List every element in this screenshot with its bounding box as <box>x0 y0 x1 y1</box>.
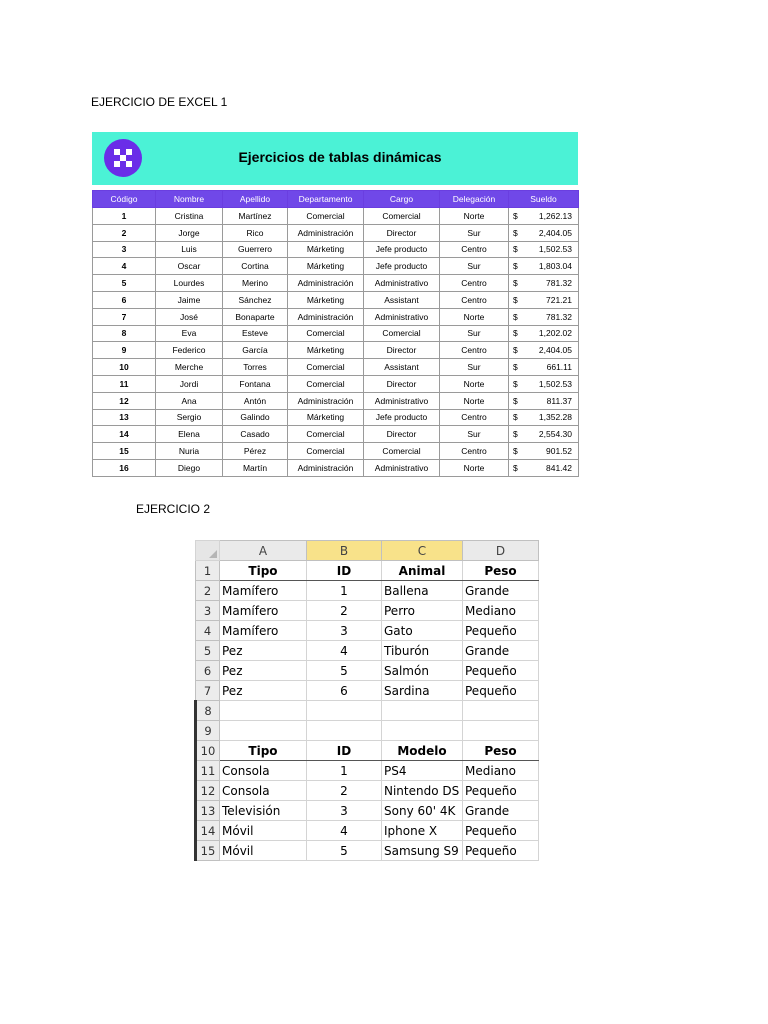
table-cell: 5 <box>93 275 156 292</box>
table-cell: Esteve <box>223 325 288 342</box>
spreadsheet-cell[interactable]: Pequeño <box>463 841 539 861</box>
table-cell: 10 <box>93 359 156 376</box>
table-cell: Norte <box>440 375 509 392</box>
spreadsheet-cell[interactable]: Pequeño <box>463 661 539 681</box>
spreadsheet-cell[interactable]: Nintendo DS <box>382 781 463 801</box>
spreadsheet-row <box>196 841 539 861</box>
table-cell: Antón <box>223 392 288 409</box>
table-row <box>93 275 579 292</box>
spreadsheet-cell[interactable]: Gato <box>382 621 463 641</box>
table-cell: Administración <box>288 224 364 241</box>
spreadsheet-cell[interactable]: Mediano <box>463 761 539 781</box>
table-cell: Administrativo <box>364 308 440 325</box>
spreadsheet-cell[interactable]: Mamífero <box>220 601 307 621</box>
table-cell: Guerrero <box>223 241 288 258</box>
spreadsheet-row <box>196 821 539 841</box>
spreadsheet-cell[interactable]: Animal <box>382 561 463 581</box>
table-cell: Sur <box>440 426 509 443</box>
table-cell: 11 <box>93 375 156 392</box>
spreadsheet-cell[interactable]: Grande <box>463 581 539 601</box>
currency-symbol: $ <box>509 258 527 275</box>
spreadsheet-cell[interactable]: 6 <box>307 681 382 701</box>
spreadsheet-cell[interactable]: Televisión <box>220 801 307 821</box>
table-row <box>93 392 579 409</box>
spreadsheet-cell[interactable]: Salmón <box>382 661 463 681</box>
table-cell: 721.21 <box>527 291 579 308</box>
table-row <box>93 375 579 392</box>
row-number[interactable]: 15 <box>196 841 220 861</box>
spreadsheet-row <box>196 641 539 661</box>
table-cell: Elena <box>156 426 223 443</box>
table-cell: Centro <box>440 241 509 258</box>
row-number[interactable]: 11 <box>196 761 220 781</box>
spreadsheet-cell[interactable]: Mamífero <box>220 581 307 601</box>
currency-symbol: $ <box>509 459 527 476</box>
table-cell: Comercial <box>288 325 364 342</box>
table-cell: 1,502.53 <box>527 375 579 392</box>
currency-symbol: $ <box>509 224 527 241</box>
table-cell: Nuria <box>156 443 223 460</box>
spreadsheet-cell[interactable]: Ballena <box>382 581 463 601</box>
table-cell: Martínez <box>223 208 288 225</box>
table-cell: Márketing <box>288 241 364 258</box>
table-cell: 1,803.04 <box>527 258 579 275</box>
table-row <box>93 208 579 225</box>
table-cell: Centro <box>440 443 509 460</box>
spreadsheet-cell[interactable]: Peso <box>463 561 539 581</box>
table-cell: Comercial <box>288 426 364 443</box>
spreadsheet-row <box>196 761 539 781</box>
spreadsheet-cell[interactable]: Tipo <box>220 561 307 581</box>
spreadsheet-cell[interactable] <box>463 701 539 721</box>
table-banner <box>92 132 578 185</box>
table-cell: Jaime <box>156 291 223 308</box>
spreadsheet-cell[interactable]: Mediano <box>463 601 539 621</box>
table-cell: Administrativo <box>364 275 440 292</box>
spreadsheet-cell[interactable]: Móvil <box>220 841 307 861</box>
table-cell: Ana <box>156 392 223 409</box>
row-number[interactable]: 14 <box>196 821 220 841</box>
table-cell: 15 <box>93 443 156 460</box>
table-cell: Norte <box>440 459 509 476</box>
table-cell: Jefe producto <box>364 241 440 258</box>
spreadsheet-cell[interactable]: Tiburón <box>382 641 463 661</box>
spreadsheet-cell[interactable]: ID <box>307 741 382 761</box>
table-cell: 781.32 <box>527 308 579 325</box>
table-cell: Jordi <box>156 375 223 392</box>
table-cell: 661.11 <box>527 359 579 376</box>
currency-symbol: $ <box>509 359 527 376</box>
table-cell: Jefe producto <box>364 409 440 426</box>
spreadsheet-cell[interactable]: Tipo <box>220 741 307 761</box>
table-cell: Centro <box>440 409 509 426</box>
table-cell: Márketing <box>288 342 364 359</box>
spreadsheet-cell[interactable] <box>463 721 539 741</box>
table-row <box>93 426 579 443</box>
table-cell: Administración <box>288 275 364 292</box>
spreadsheet-cell[interactable]: 1 <box>307 761 382 781</box>
spreadsheet-cell[interactable]: Consola <box>220 761 307 781</box>
table-cell: Fontana <box>223 375 288 392</box>
table-cell: 6 <box>93 291 156 308</box>
row-number[interactable]: 1 <box>196 561 220 581</box>
spreadsheet-cell[interactable]: Pequeño <box>463 681 539 701</box>
table-cell: Federico <box>156 342 223 359</box>
table-cell: Assistant <box>364 291 440 308</box>
spreadsheet-cell[interactable]: 4 <box>307 641 382 661</box>
spreadsheet-row <box>196 661 539 681</box>
table-cell: 1,352.28 <box>527 409 579 426</box>
table-cell: Comercial <box>288 208 364 225</box>
spreadsheet-cell[interactable]: Pez <box>220 641 307 661</box>
spreadsheet-row <box>196 781 539 801</box>
currency-symbol: $ <box>509 291 527 308</box>
table-cell: Merche <box>156 359 223 376</box>
select-all-corner[interactable] <box>196 541 220 561</box>
table-cell: 7 <box>93 308 156 325</box>
spreadsheet-cell[interactable]: 5 <box>307 661 382 681</box>
table-cell: 14 <box>93 426 156 443</box>
table-cell: Márketing <box>288 258 364 275</box>
table-row <box>93 359 579 376</box>
spreadsheet-cell[interactable]: Grande <box>463 641 539 661</box>
table-cell: Director <box>364 426 440 443</box>
currency-symbol: $ <box>509 308 527 325</box>
exercise-2-heading: EJERCICIO 2 <box>136 502 211 516</box>
table-header-row <box>93 191 579 208</box>
spreadsheet-cell[interactable]: Móvil <box>220 821 307 841</box>
table-cell: Comercial <box>288 443 364 460</box>
spreadsheet-row <box>196 561 539 581</box>
spreadsheet-cell[interactable]: ID <box>307 561 382 581</box>
table-cell: Lourdes <box>156 275 223 292</box>
currency-symbol: $ <box>509 275 527 292</box>
spreadsheet-row <box>196 701 539 721</box>
table-cell: 2,554.30 <box>527 426 579 443</box>
currency-symbol: $ <box>509 342 527 359</box>
exercise-2-spreadsheet-image <box>194 540 539 861</box>
table-row <box>93 308 579 325</box>
table-cell: Martín <box>223 459 288 476</box>
table-cell: Administrativo <box>364 459 440 476</box>
spreadsheet-cell[interactable]: Sony 60' 4K <box>382 801 463 821</box>
column-letter-row <box>196 541 539 561</box>
spreadsheet-cell[interactable]: Sardina <box>382 681 463 701</box>
spreadsheet-row <box>196 621 539 641</box>
spreadsheet-cell[interactable]: Pequeño <box>463 621 539 641</box>
table-cell: 3 <box>93 241 156 258</box>
row-number[interactable]: 10 <box>196 741 220 761</box>
column-header: Delegación <box>440 191 509 208</box>
table-cell: Cortina <box>223 258 288 275</box>
table-cell: Norte <box>440 308 509 325</box>
column-header: Apellido <box>223 191 288 208</box>
row-number[interactable]: 5 <box>196 641 220 661</box>
table-row <box>93 224 579 241</box>
table-cell: 8 <box>93 325 156 342</box>
table-cell: Administración <box>288 392 364 409</box>
spreadsheet-cell[interactable]: 2 <box>307 601 382 621</box>
table-cell: 1 <box>93 208 156 225</box>
spreadsheet-cell[interactable]: 5 <box>307 841 382 861</box>
table-cell: 9 <box>93 342 156 359</box>
table-row <box>93 258 579 275</box>
spreadsheet-cell[interactable]: Mamífero <box>220 621 307 641</box>
table-cell: 4 <box>93 258 156 275</box>
employee-table <box>92 190 579 477</box>
table-row <box>93 443 579 460</box>
table-cell: Norte <box>440 208 509 225</box>
spreadsheet-cell[interactable]: 3 <box>307 621 382 641</box>
table-cell: Luis <box>156 241 223 258</box>
table-cell: Márketing <box>288 409 364 426</box>
table-row <box>93 241 579 258</box>
table-cell: Sánchez <box>223 291 288 308</box>
row-number[interactable]: 9 <box>196 721 220 741</box>
exercise-1-table-image <box>92 132 578 477</box>
column-header-c[interactable]: C <box>382 541 463 561</box>
spreadsheet-cell[interactable] <box>220 721 307 741</box>
spreadsheet-cell[interactable]: Grande <box>463 801 539 821</box>
spreadsheet-cell[interactable]: Pez <box>220 661 307 681</box>
table-cell: Comercial <box>288 375 364 392</box>
column-header: Cargo <box>364 191 440 208</box>
table-cell: García <box>223 342 288 359</box>
table-cell: 2 <box>93 224 156 241</box>
currency-symbol: $ <box>509 443 527 460</box>
table-row <box>93 291 579 308</box>
table-cell: 2,404.05 <box>527 342 579 359</box>
currency-symbol: $ <box>509 426 527 443</box>
table-cell: Assistant <box>364 359 440 376</box>
table-cell: 16 <box>93 459 156 476</box>
table-cell: Sur <box>440 359 509 376</box>
table-row <box>93 342 579 359</box>
column-header-a[interactable]: A <box>220 541 307 561</box>
spreadsheet-row <box>196 741 539 761</box>
table-cell: Centro <box>440 342 509 359</box>
spreadsheet-cell[interactable]: 4 <box>307 821 382 841</box>
table-cell: 841.42 <box>527 459 579 476</box>
spreadsheet-cell[interactable]: Samsung S9 <box>382 841 463 861</box>
table-cell: Centro <box>440 275 509 292</box>
table-cell: Cristina <box>156 208 223 225</box>
table-cell: Sergio <box>156 409 223 426</box>
table-cell: 781.32 <box>527 275 579 292</box>
exercise-1-heading: EJERCICIO DE EXCEL 1 <box>91 95 228 109</box>
table-cell: Administración <box>288 308 364 325</box>
table-cell: Casado <box>223 426 288 443</box>
table-cell: Director <box>364 342 440 359</box>
currency-symbol: $ <box>509 392 527 409</box>
table-title: Ejercicios de tablas dinámicas <box>238 149 442 165</box>
table-cell: Comercial <box>364 325 440 342</box>
table-cell: José <box>156 308 223 325</box>
table-cell: 12 <box>93 392 156 409</box>
spreadsheet-cell[interactable]: Perro <box>382 601 463 621</box>
table-cell: Jorge <box>156 224 223 241</box>
spreadsheet-cell[interactable]: 1 <box>307 581 382 601</box>
spreadsheet-cell[interactable]: Pez <box>220 681 307 701</box>
column-header-d[interactable]: D <box>463 541 539 561</box>
currency-symbol: $ <box>509 409 527 426</box>
row-number[interactable]: 7 <box>196 681 220 701</box>
spreadsheet-cell[interactable]: Iphone X <box>382 821 463 841</box>
table-cell: Bonaparte <box>223 308 288 325</box>
spreadsheet-cell[interactable] <box>220 701 307 721</box>
row-number[interactable]: 3 <box>196 601 220 621</box>
spreadsheet-cell[interactable]: 3 <box>307 801 382 821</box>
table-cell: Comercial <box>288 359 364 376</box>
table-cell: Director <box>364 224 440 241</box>
table-cell: Norte <box>440 392 509 409</box>
spreadsheet-row <box>196 801 539 821</box>
column-header: Departamento <box>288 191 364 208</box>
table-cell: Sur <box>440 224 509 241</box>
table-cell: Comercial <box>364 443 440 460</box>
row-number[interactable]: 12 <box>196 781 220 801</box>
table-cell: 13 <box>93 409 156 426</box>
spreadsheet-cell[interactable]: PS4 <box>382 761 463 781</box>
table-cell: Eva <box>156 325 223 342</box>
spreadsheet-cell[interactable]: Consola <box>220 781 307 801</box>
table-cell: Rico <box>223 224 288 241</box>
row-number[interactable]: 4 <box>196 621 220 641</box>
column-header: Código <box>93 191 156 208</box>
table-cell: Torres <box>223 359 288 376</box>
spreadsheet-row <box>196 601 539 621</box>
table-row <box>93 325 579 342</box>
table-cell: Administrativo <box>364 392 440 409</box>
spreadsheet-row <box>196 681 539 701</box>
spreadsheet-grid <box>194 540 539 861</box>
spreadsheet-cell[interactable]: Pequeño <box>463 821 539 841</box>
spreadsheet-cell[interactable] <box>307 721 382 741</box>
table-row <box>93 459 579 476</box>
currency-symbol: $ <box>509 375 527 392</box>
column-header-b[interactable]: B <box>307 541 382 561</box>
spreadsheet-cell[interactable] <box>382 721 463 741</box>
spreadsheet-row <box>196 721 539 741</box>
row-number[interactable]: 2 <box>196 581 220 601</box>
table-row <box>93 409 579 426</box>
table-cell: Administración <box>288 459 364 476</box>
spreadsheet-cell[interactable]: Pequeño <box>463 781 539 801</box>
table-cell: Pérez <box>223 443 288 460</box>
table-cell: 901.52 <box>527 443 579 460</box>
table-cell: Galindo <box>223 409 288 426</box>
row-number[interactable]: 8 <box>196 701 220 721</box>
table-cell: Diego <box>156 459 223 476</box>
table-cell: 1,202.02 <box>527 325 579 342</box>
spreadsheet-row <box>196 581 539 601</box>
table-cell: 2,404.05 <box>527 224 579 241</box>
table-cell: 811.37 <box>527 392 579 409</box>
currency-symbol: $ <box>509 208 527 225</box>
table-cell: Centro <box>440 291 509 308</box>
table-cell: 1,502.53 <box>527 241 579 258</box>
column-header: Nombre <box>156 191 223 208</box>
column-header: Sueldo <box>509 191 579 208</box>
table-cell: 1,262.13 <box>527 208 579 225</box>
row-number[interactable]: 6 <box>196 661 220 681</box>
currency-symbol: $ <box>509 241 527 258</box>
table-cell: Jefe producto <box>364 258 440 275</box>
table-cell: Director <box>364 375 440 392</box>
table-cell: Márketing <box>288 291 364 308</box>
table-cell: Comercial <box>364 208 440 225</box>
row-number[interactable]: 13 <box>196 801 220 821</box>
currency-symbol: $ <box>509 325 527 342</box>
spreadsheet-cell[interactable] <box>307 701 382 721</box>
spreadsheet-cell[interactable]: Peso <box>463 741 539 761</box>
table-cell: Merino <box>223 275 288 292</box>
table-cell: Oscar <box>156 258 223 275</box>
spreadsheet-cell[interactable] <box>382 701 463 721</box>
spreadsheet-cell[interactable]: 2 <box>307 781 382 801</box>
table-cell: Sur <box>440 258 509 275</box>
spreadsheet-cell[interactable]: Modelo <box>382 741 463 761</box>
table-cell: Sur <box>440 325 509 342</box>
